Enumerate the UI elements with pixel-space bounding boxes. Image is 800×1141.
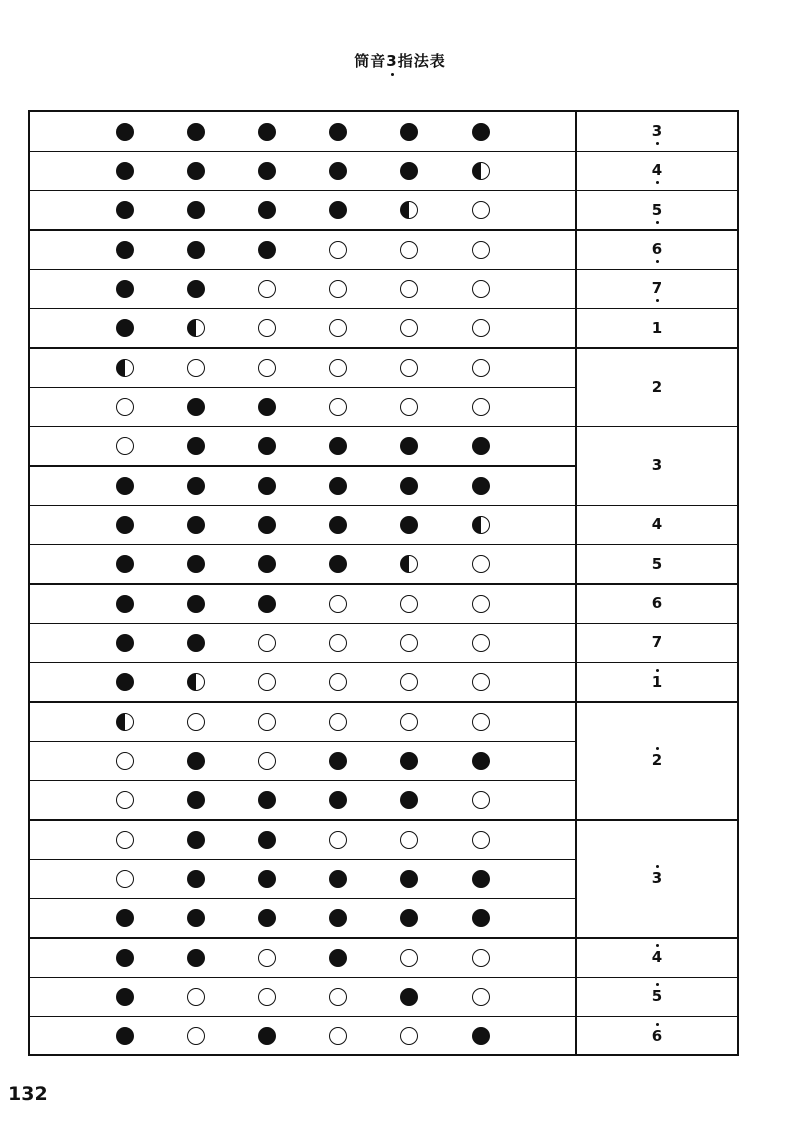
closed-hole [258, 398, 276, 416]
fingering-row [30, 938, 575, 977]
open-hole [258, 359, 276, 377]
note-cell [577, 191, 737, 230]
note-cell [577, 348, 737, 427]
closed-hole [187, 595, 205, 613]
half-hole [187, 673, 205, 691]
title-prefix: 筒音 [354, 52, 387, 70]
page-number: 132 [8, 1083, 48, 1105]
open-hole [400, 713, 418, 731]
fingering-row [30, 899, 575, 938]
note-cell [577, 269, 737, 308]
closed-hole [472, 909, 490, 927]
closed-hole [116, 673, 134, 691]
closed-hole [258, 477, 276, 495]
closed-hole [187, 949, 205, 967]
title-note: 3 [386, 52, 398, 70]
closed-hole [116, 595, 134, 613]
closed-hole [400, 870, 418, 888]
open-hole [400, 634, 418, 652]
open-hole [400, 673, 418, 691]
closed-hole [329, 201, 347, 219]
fingering-row [30, 623, 575, 662]
closed-hole [258, 162, 276, 180]
note-label: 3 [651, 869, 663, 888]
closed-hole [116, 162, 134, 180]
open-hole [329, 241, 347, 259]
page-title [0, 50, 800, 71]
half-hole [472, 516, 490, 534]
closed-hole [400, 477, 418, 495]
open-hole [472, 831, 490, 849]
closed-hole [116, 123, 134, 141]
open-hole [187, 1027, 205, 1045]
closed-hole [400, 752, 418, 770]
closed-hole [187, 909, 205, 927]
note-cell [577, 112, 737, 151]
open-hole [472, 241, 490, 259]
closed-hole [187, 516, 205, 534]
fingering-row [30, 663, 575, 702]
half-hole [400, 201, 418, 219]
closed-hole [329, 555, 347, 573]
closed-hole [400, 988, 418, 1006]
open-hole [472, 988, 490, 1006]
closed-hole [258, 555, 276, 573]
closed-hole [187, 201, 205, 219]
note-cell [577, 427, 737, 506]
open-hole [116, 870, 134, 888]
open-hole [329, 595, 347, 613]
closed-hole [329, 123, 347, 141]
half-hole [116, 359, 134, 377]
closed-hole [187, 477, 205, 495]
closed-hole [472, 752, 490, 770]
half-hole [400, 555, 418, 573]
note-label: 1 [651, 318, 663, 337]
open-hole [187, 359, 205, 377]
note-cell [577, 505, 737, 544]
note-label: 5 [651, 987, 663, 1006]
fingering-row [30, 584, 575, 623]
closed-hole [472, 123, 490, 141]
closed-hole [187, 555, 205, 573]
open-hole [258, 673, 276, 691]
note-label: 2 [651, 751, 663, 770]
closed-hole [400, 909, 418, 927]
closed-hole [187, 831, 205, 849]
fingering-row [30, 230, 575, 269]
note-label: 6 [651, 240, 663, 259]
open-hole [400, 595, 418, 613]
title-suffix: 指法表 [397, 52, 446, 70]
closed-hole [187, 634, 205, 652]
fingering-row [30, 151, 575, 190]
closed-hole [116, 516, 134, 534]
note-label: 6 [651, 594, 663, 613]
fingering-row [30, 427, 575, 466]
note-label: 6 [651, 1026, 663, 1045]
closed-hole [472, 1027, 490, 1045]
note-label: 3 [651, 122, 663, 141]
fingering-row [30, 820, 575, 859]
fingering-row [30, 702, 575, 741]
open-hole [472, 673, 490, 691]
closed-hole [400, 162, 418, 180]
closed-hole [116, 319, 134, 337]
half-hole [187, 319, 205, 337]
open-hole [258, 634, 276, 652]
closed-hole [116, 477, 134, 495]
note-label: 7 [651, 279, 663, 298]
closed-hole [187, 752, 205, 770]
closed-hole [116, 280, 134, 298]
note-label: 4 [651, 948, 663, 967]
closed-hole [116, 949, 134, 967]
open-hole [258, 319, 276, 337]
open-hole [329, 673, 347, 691]
closed-hole [258, 791, 276, 809]
closed-hole [187, 162, 205, 180]
open-hole [329, 988, 347, 1006]
closed-hole [187, 241, 205, 259]
closed-hole [258, 870, 276, 888]
closed-hole [116, 555, 134, 573]
fingering-row [30, 309, 575, 348]
note-label: 7 [651, 633, 663, 652]
open-hole [329, 398, 347, 416]
open-hole [472, 201, 490, 219]
closed-hole [472, 477, 490, 495]
open-hole [116, 791, 134, 809]
closed-hole [116, 634, 134, 652]
note-cell [577, 938, 737, 977]
open-hole [472, 359, 490, 377]
closed-hole [329, 516, 347, 534]
fingering-row [30, 269, 575, 308]
closed-hole [116, 1027, 134, 1045]
closed-hole [187, 870, 205, 888]
note-label: 3 [651, 456, 663, 475]
open-hole [116, 831, 134, 849]
fingering-chart [28, 110, 739, 1056]
open-hole [258, 280, 276, 298]
note-cell [577, 702, 737, 820]
open-hole [472, 280, 490, 298]
closed-hole [258, 201, 276, 219]
open-hole [329, 831, 347, 849]
fingering-row [30, 505, 575, 544]
open-hole [472, 949, 490, 967]
note-cell [577, 663, 737, 702]
open-hole [472, 713, 490, 731]
closed-hole [258, 909, 276, 927]
fingering-row [30, 1017, 575, 1056]
open-hole [472, 555, 490, 573]
open-hole [400, 1027, 418, 1045]
closed-hole [258, 437, 276, 455]
fingering-row [30, 466, 575, 505]
open-hole [400, 241, 418, 259]
open-hole [400, 319, 418, 337]
closed-hole [329, 752, 347, 770]
closed-hole [258, 516, 276, 534]
open-hole [329, 634, 347, 652]
note-label: 5 [651, 200, 663, 219]
fingering-row [30, 348, 575, 387]
note-cell [577, 584, 737, 623]
closed-hole [400, 437, 418, 455]
closed-hole [329, 909, 347, 927]
open-hole [329, 1027, 347, 1045]
closed-hole [472, 870, 490, 888]
closed-hole [329, 791, 347, 809]
fingering-row [30, 859, 575, 898]
open-hole [116, 752, 134, 770]
fingering-row [30, 781, 575, 820]
closed-hole [400, 123, 418, 141]
open-hole [258, 988, 276, 1006]
note-label: 1 [651, 672, 663, 691]
open-hole [258, 949, 276, 967]
half-hole [472, 162, 490, 180]
fingering-row [30, 387, 575, 426]
closed-hole [329, 949, 347, 967]
open-hole [258, 752, 276, 770]
closed-hole [187, 123, 205, 141]
note-cell [577, 820, 737, 938]
closed-hole [329, 437, 347, 455]
closed-hole [187, 398, 205, 416]
open-hole [329, 713, 347, 731]
open-hole [329, 319, 347, 337]
note-cell [577, 545, 737, 584]
note-cell [577, 623, 737, 662]
open-hole [258, 713, 276, 731]
note-label: 5 [651, 554, 663, 573]
open-hole [400, 831, 418, 849]
closed-hole [258, 1027, 276, 1045]
closed-hole [116, 241, 134, 259]
closed-hole [400, 516, 418, 534]
open-hole [472, 634, 490, 652]
open-hole [116, 437, 134, 455]
fingering-row [30, 191, 575, 230]
open-hole [400, 949, 418, 967]
closed-hole [258, 241, 276, 259]
note-cell [577, 309, 737, 348]
closed-hole [258, 831, 276, 849]
closed-hole [472, 437, 490, 455]
closed-hole [329, 870, 347, 888]
fingering-row [30, 545, 575, 584]
note-label: 2 [651, 377, 663, 396]
note-cell [577, 230, 737, 269]
open-hole [329, 280, 347, 298]
closed-hole [116, 201, 134, 219]
closed-hole [329, 162, 347, 180]
closed-hole [258, 123, 276, 141]
open-hole [472, 398, 490, 416]
fingering-row [30, 112, 575, 151]
open-hole [472, 791, 490, 809]
closed-hole [400, 791, 418, 809]
closed-hole [187, 437, 205, 455]
note-label: 4 [651, 161, 663, 180]
closed-hole [116, 988, 134, 1006]
note-cell [577, 977, 737, 1016]
open-hole [472, 319, 490, 337]
closed-hole [187, 280, 205, 298]
note-cell [577, 151, 737, 190]
open-hole [472, 595, 490, 613]
closed-hole [187, 791, 205, 809]
open-hole [400, 398, 418, 416]
closed-hole [258, 595, 276, 613]
note-cell [577, 1017, 737, 1056]
open-hole [116, 398, 134, 416]
open-hole [187, 988, 205, 1006]
open-hole [400, 359, 418, 377]
open-hole [329, 359, 347, 377]
fingering-row [30, 977, 575, 1016]
open-hole [187, 713, 205, 731]
fingering-row [30, 741, 575, 780]
note-label: 4 [651, 515, 663, 534]
open-hole [400, 280, 418, 298]
closed-hole [329, 477, 347, 495]
half-hole [116, 713, 134, 731]
closed-hole [116, 909, 134, 927]
